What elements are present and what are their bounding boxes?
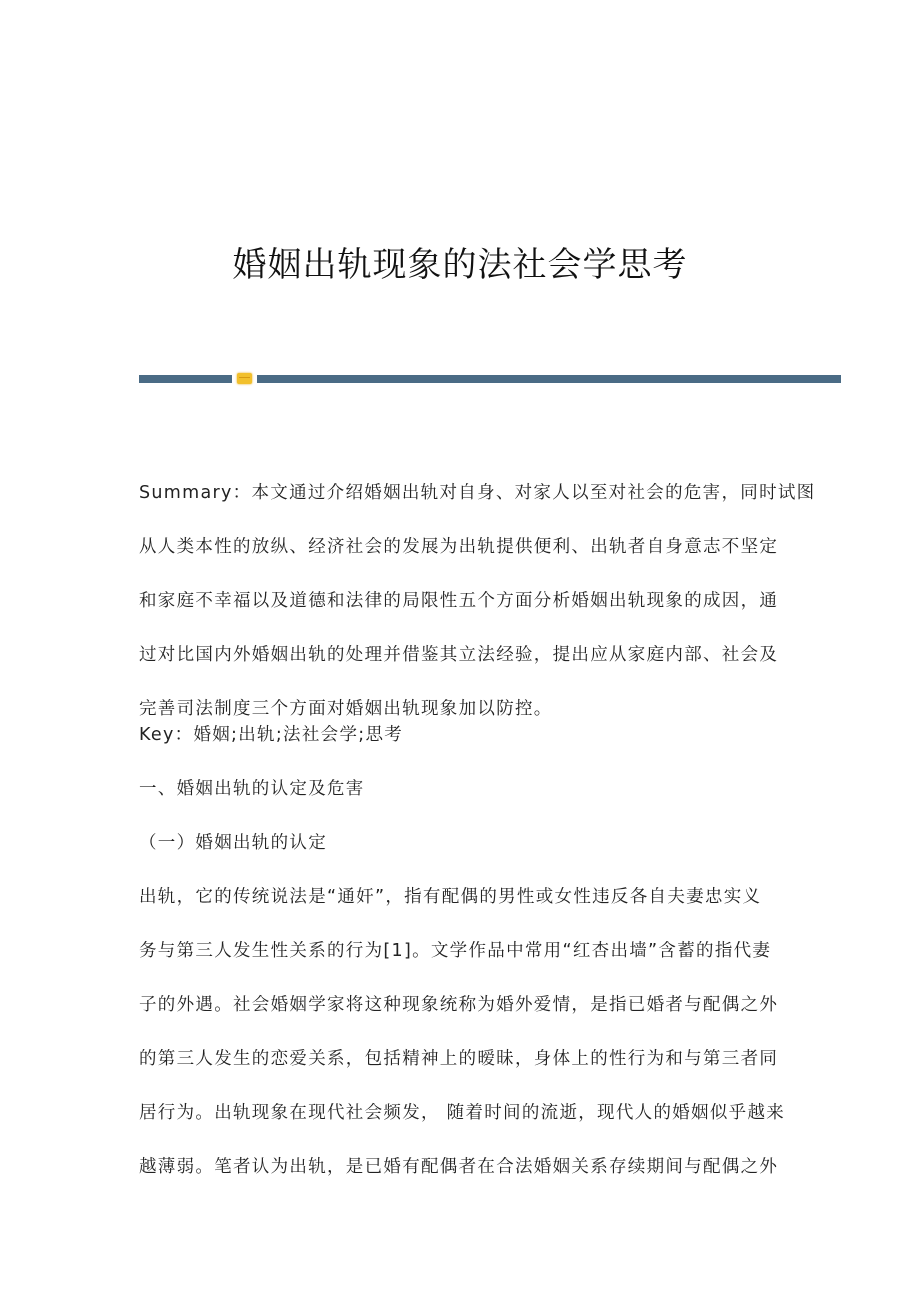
subsection-heading-text: （一）婚姻出轨的认定	[139, 833, 327, 853]
summary-text: 本文通过介绍婚姻出轨对自身、对家人以至对社会的危害，同时试图	[251, 483, 816, 503]
section-heading-text: 一、婚姻出轨的认定及危害	[139, 779, 365, 799]
summary-line: 和家庭不幸福以及道德和法律的局限性五个方面分析婚姻出轨现象的成因，通	[139, 591, 779, 611]
body-line: 务与第三人发生性关系的行为[1]。文学作品中常用“红杏出墙”含蓄的指代妻	[139, 941, 772, 961]
summary-line	[139, 466, 816, 520]
body-line: 居行为。出轨现象在现代社会频发， 随着时间的流逝，现代人的婚姻似乎越来	[139, 1103, 786, 1123]
body-paragraph	[139, 870, 789, 1194]
body-line: 的第三人发生的恋爱关系，包括精神上的暧昧，身体上的性行为和与第三者同	[139, 1049, 779, 1069]
summary-paragraph	[139, 466, 816, 736]
summary-label: Summary	[139, 483, 233, 503]
subsection-heading	[139, 816, 789, 870]
keywords-line	[139, 708, 789, 762]
keywords-text: 婚姻;出轨;法社会学;思考	[193, 725, 404, 745]
section-heading	[139, 762, 789, 816]
keywords-label: Key	[139, 725, 175, 745]
divider-bar-right	[257, 375, 841, 383]
divider-bar-left	[139, 375, 232, 383]
summary-line: 从人类本性的放纵、经济社会的发展为出轨提供便利、出轨者自身意志不坚定	[139, 537, 779, 557]
keywords-separator: ：	[174, 725, 194, 745]
keywords-row	[139, 708, 789, 762]
body-line: 越薄弱。笔者认为出轨，是已婚有配偶者在合法婚姻关系存续期间与配偶之外	[139, 1157, 779, 1177]
document-title: 婚姻出轨现象的法社会学思考	[232, 244, 688, 285]
body-line: 子的外遇。社会婚姻学家将这种现象统称为婚外爱情，是指已婚者与配偶之外	[139, 995, 779, 1015]
summary-line: 过对比国内外婚姻出轨的处理并借鉴其立法经验，提出应从家庭内部、社会及	[139, 645, 779, 665]
body-line: 出轨，它的传统说法是“通奸”，指有配偶的男性或女性违反各自夫妻忠实义	[139, 887, 762, 907]
summary-line: 完善司法制度三个方面对婚姻出轨现象加以防控。	[139, 699, 553, 719]
envelope-ornament-icon	[237, 373, 252, 384]
title-divider	[139, 375, 841, 383]
summary-separator: ：	[232, 483, 252, 503]
